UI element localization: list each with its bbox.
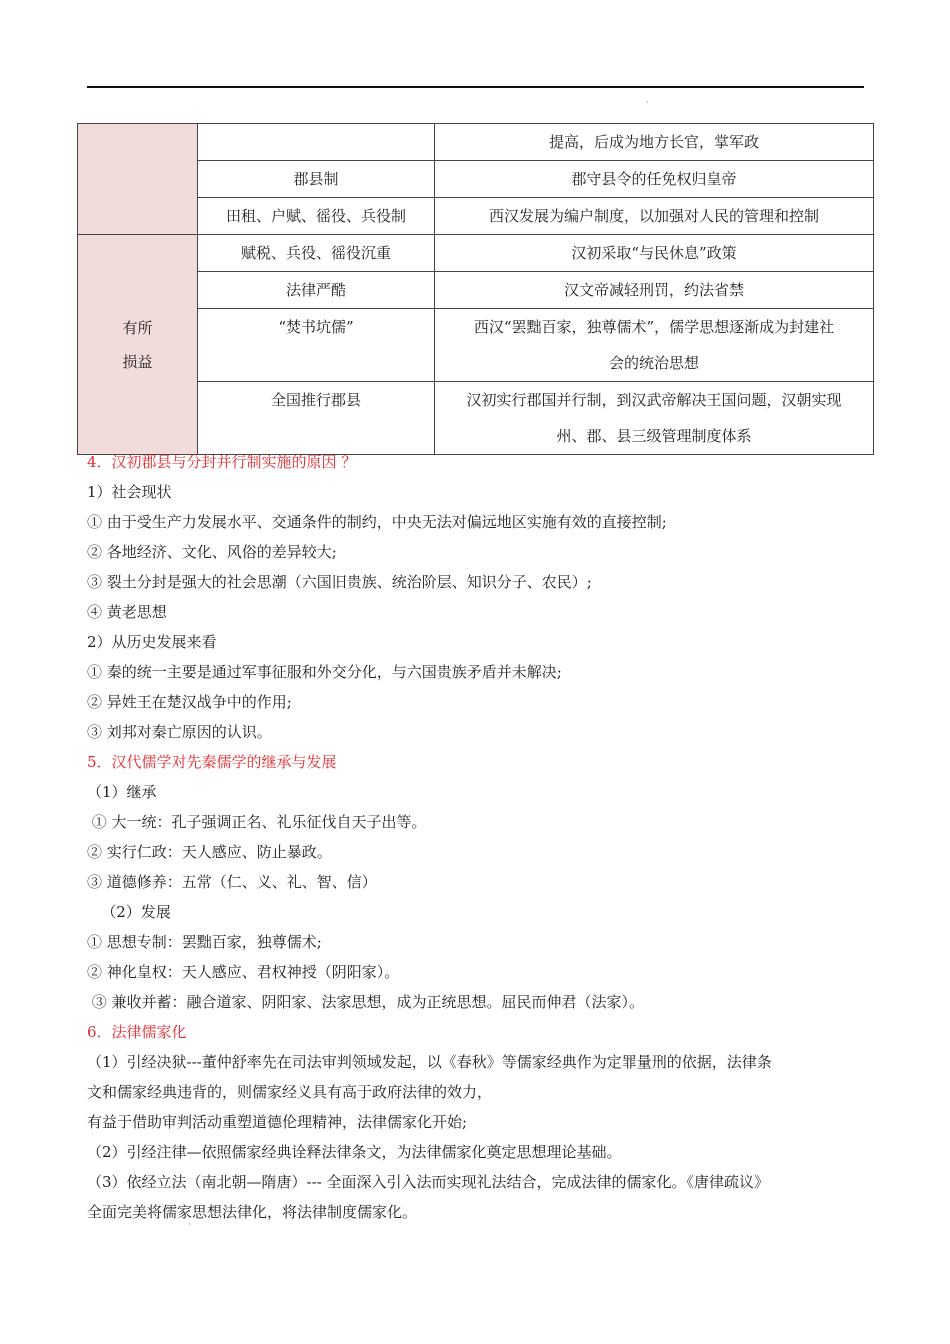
cell-line: 州、郡、县三级管理制度体系 [556, 427, 752, 445]
text-line: ① 秦的统一主要是通过军事征服和外交分化，与六国贵族矛盾并未解决; [87, 663, 562, 681]
text-line: ③ 道德修养：五常（仁、义、礼、智、信） [87, 873, 377, 891]
table-cell: “焚书坑儒” [198, 309, 435, 382]
text-line: ② 实行仁政：天人感应、防止暴政。 [87, 843, 332, 861]
text-line: 文和儒家经典违背的，则儒家经义具有高于政府法律的效力， [87, 1083, 493, 1101]
table-row [78, 161, 874, 198]
cell-line: 会的统治思想 [608, 354, 699, 372]
text-line: ① 由于受生产力发展水平、交通条件的制约，中央无法对偏远地区实施有效的直接控制; [87, 513, 667, 531]
text-line: （1）继承 [87, 783, 157, 801]
category-label-line1: 有所 [122, 318, 153, 337]
table-cell: 汉初采取“与民休息”政策 [435, 235, 874, 272]
header-rule [87, 86, 864, 88]
table-cell [198, 124, 435, 161]
table-row [78, 124, 874, 161]
section-heading-5: 5．汉代儒学对先秦儒学的继承与发展 [87, 753, 337, 771]
table-cell: 汉文帝减轻刑罚，约法省禁 [435, 272, 874, 309]
text-line: 有益于借助审判活动重塑道德伦理精神，法律儒家化开始; [87, 1113, 468, 1131]
table-cell: 西汉发展为编户制度，以加强对人民的管理和控制 [435, 198, 874, 235]
text-line: 1）社会现状 [87, 483, 172, 501]
table-cell: 法律严酷 [198, 272, 435, 309]
category-label-line2: 损益 [122, 352, 153, 371]
table-cell: 郡县制 [198, 161, 435, 198]
table-cell [435, 309, 874, 382]
text-line: （3）依经立法（南北朝—隋唐）--- 全面深入引入法而实现礼法结合，完成法律的儒家化。《唐律疏议》 [87, 1173, 770, 1191]
table-row [78, 235, 874, 272]
section-heading-6: 6．法律儒家化 [87, 1023, 187, 1041]
category-cell-1 [78, 124, 198, 235]
cell-line: 西汉“罢黜百家，独尊儒术”，儒学思想逐渐成为封建社 [473, 318, 835, 336]
text-line: ④ 黄老思想 [87, 603, 167, 621]
table-row [78, 272, 874, 309]
table-cell: 提高，后成为地方长官，掌军政 [435, 124, 874, 161]
table-row [78, 309, 874, 382]
table-cell: 赋税、兵役、徭役沉重 [198, 235, 435, 272]
text-line: ③ 兼收并蓄：融合道家、阴阳家、法家思想，成为正统思想。屈民而伸君（法家）。 [87, 993, 645, 1011]
footer-mark: · [188, 1220, 191, 1229]
text-line: （1）引经决狱---董仲舒率先在司法审判领域发起，以《春秋》等儒家经典作为定罪量刑的依据，法律条 [87, 1053, 772, 1071]
text-line: 全面完美将儒家思想法律化，将法律制度儒家化。 [87, 1203, 418, 1221]
table-row [78, 198, 874, 235]
text-line: ② 神化皇权：天人感应、君权神授（阴阳家）。 [87, 963, 400, 981]
body-content [87, 447, 867, 1227]
table-cell [435, 382, 874, 455]
text-line: ③ 刘邦对秦亡原因的认识。 [87, 723, 272, 741]
text-line: ② 异姓王在楚汉战争中的作用; [87, 693, 292, 711]
header-mark: · [646, 98, 649, 107]
table-cell: 全国推行郡县 [198, 382, 435, 455]
history-table [77, 123, 874, 455]
text-line: （2）引经注律—依照儒家经典诠释法律条文，为法律儒家化奠定思想理论基础。 [87, 1143, 622, 1161]
cell-line: 汉初实行郡国并行制，到汉武帝解决王国问题，汉朝实现 [466, 391, 842, 409]
text-line: ③ 裂土分封是强大的社会思潮（六国旧贵族、统治阶层、知识分子、农民）; [87, 573, 592, 591]
category-cell-2 [78, 235, 198, 455]
table-row [78, 382, 874, 455]
table-cell: 郡守县令的任免权归皇帝 [435, 161, 874, 198]
text-line: （2）发展 [87, 903, 171, 921]
text-line: 2）从历史发展来看 [87, 633, 217, 651]
text-line: ② 各地经济、文化、风俗的差异较大; [87, 543, 337, 561]
text-line: ① 思想专制：罢黜百家，独尊儒术; [87, 933, 322, 951]
section-heading-4: 4．汉初郡县与分封并行制实施的原因 ？ [87, 453, 357, 471]
table-cell: 田租、户赋、徭役、兵役制 [198, 198, 435, 235]
text-line: ① 大一统：孔子强调正名、礼乐征伐自天子出等。 [87, 813, 427, 831]
